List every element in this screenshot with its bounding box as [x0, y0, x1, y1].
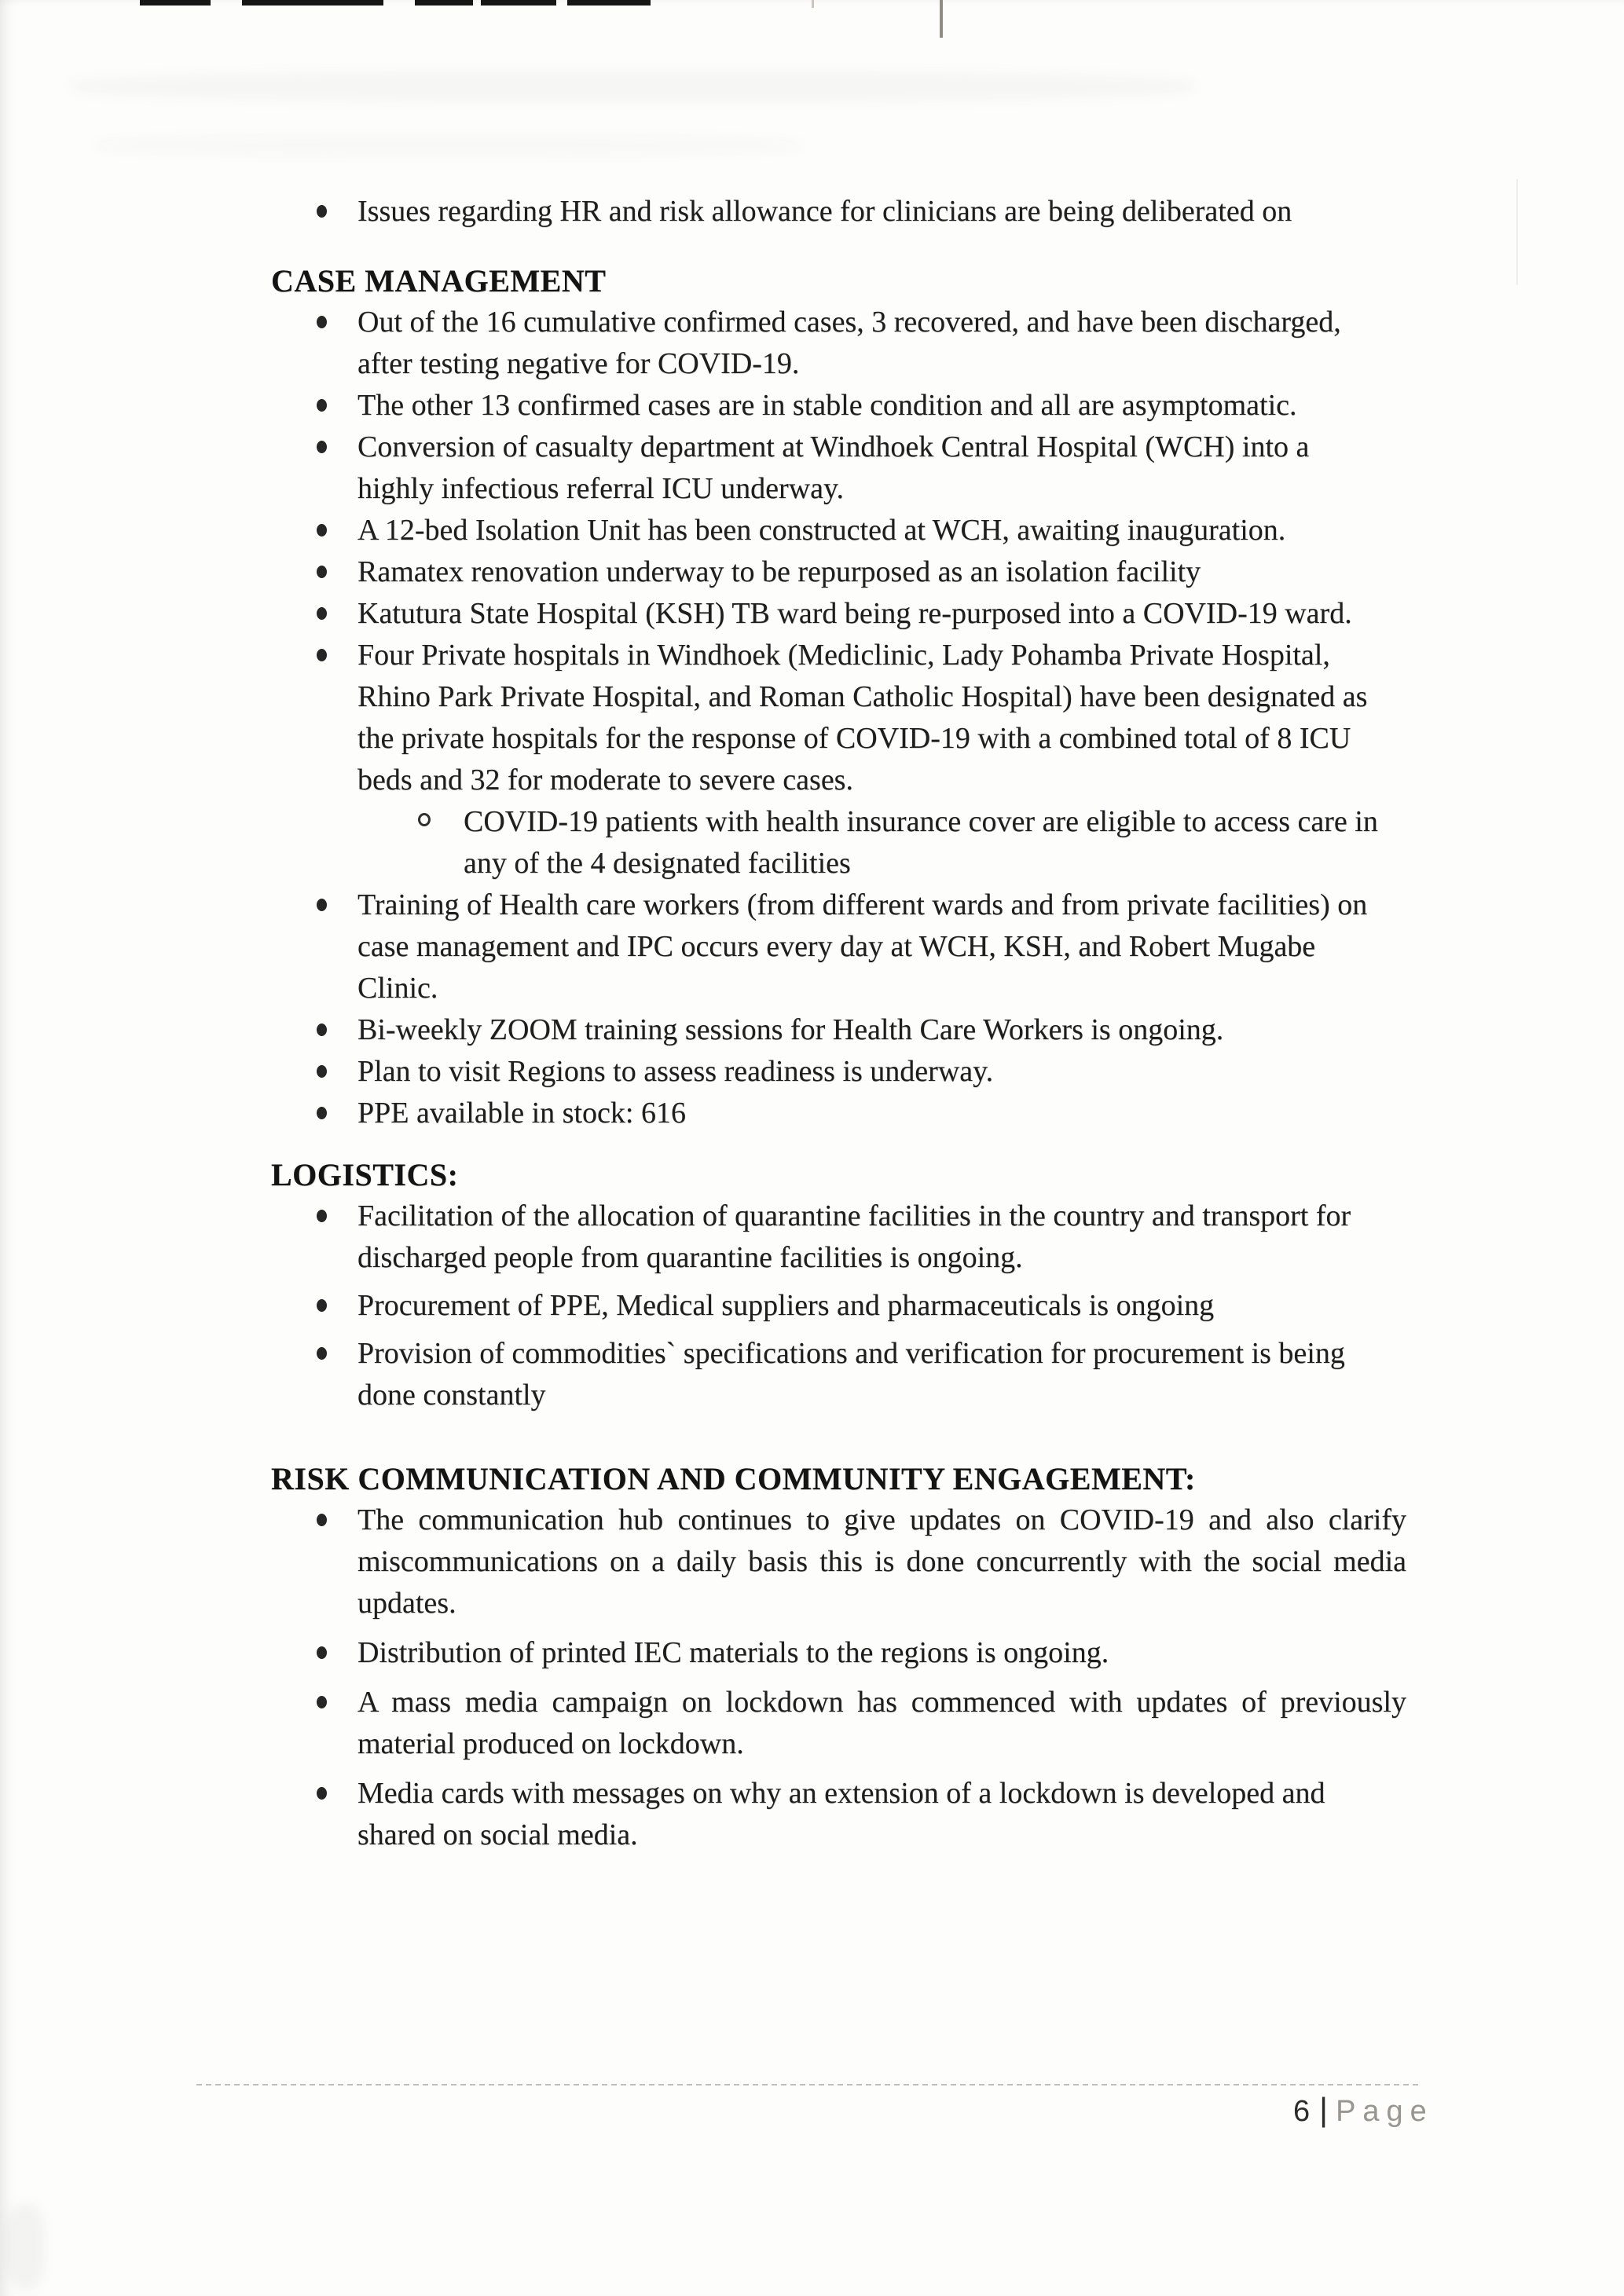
section-heading-logistics: LOGISTICS: — [271, 1157, 459, 1192]
bullet-item — [271, 302, 1406, 385]
text-line: beds and 32 for moderate to severe cases. — [357, 764, 853, 796]
bullet-item — [271, 1682, 1406, 1765]
text-line: Distribution of printed IEC materials to the regions is ongoing. — [357, 1636, 1109, 1669]
scan-artifact-dash — [242, 0, 383, 5]
bullet-item — [271, 551, 1406, 593]
text-line: case management and IPC occurs every day at WCH, KSH, and Robert Mugabe — [357, 930, 1316, 963]
text-line: Rhino Park Private Hospital, and Roman Catholic Hospital) have been designated as — [357, 680, 1368, 713]
text-line: after testing negative for COVID-19. — [357, 347, 800, 380]
bullet-item — [271, 593, 1406, 635]
scan-artifact-dash — [567, 0, 651, 5]
bullet-item — [271, 191, 1406, 233]
bullet-item — [271, 1009, 1406, 1051]
page-number: 6 — [1293, 2095, 1311, 2128]
text-line: Out of the 16 cumulative confirmed cases, 3 recovered, and have been discharged, — [357, 306, 1341, 339]
page-number-footer — [1293, 2093, 1434, 2129]
bullet-item — [271, 427, 1406, 510]
case-management-bullet-list — [271, 302, 1406, 1134]
text-line: The communication hub continues to give updates on COVID-19 and also clarify — [357, 1503, 1406, 1536]
text-line: A 12-bed Isolation Unit has been constructed at WCH, awaiting inauguration. — [357, 514, 1286, 547]
bullet-item — [271, 1051, 1406, 1093]
text-line: Clinic. — [357, 972, 438, 1005]
text-line: miscommunications on a daily basis this is done concurrently with the social media — [357, 1545, 1406, 1578]
text-line: Procurement of PPE, Medical suppliers and pharmaceuticals is ongoing — [357, 1289, 1215, 1322]
text-line: PPE available in stock: 616 — [357, 1097, 686, 1130]
text-line: the private hospitals for the response of COVID-19 with a combined total of 8 ICU — [357, 722, 1351, 755]
scan-artifact-dash — [415, 0, 473, 5]
text-line: Bi-weekly ZOOM training sessions for Health Care Workers is ongoing. — [357, 1013, 1224, 1046]
text-line: Facilitation of the allocation of quarantine facilities in the country and transport for — [357, 1199, 1351, 1232]
scan-artifact-dash — [140, 0, 211, 5]
bullet-item — [271, 1500, 1406, 1624]
bullet-item — [271, 1093, 1406, 1134]
document-body — [271, 191, 1406, 1856]
scan-fold-line — [1516, 179, 1518, 285]
text-line: Plan to visit Regions to assess readiness is underway. — [357, 1055, 994, 1088]
text-line: The other 13 confirmed cases are in stable condition and all are asymptomatic. — [357, 389, 1297, 422]
bullet-item — [271, 1196, 1406, 1279]
text-line: Katutura State Hospital (KSH) TB ward being re-purposed into a COVID-19 ward. — [357, 597, 1352, 630]
text-line: discharged people from quarantine facilities is ongoing. — [357, 1241, 1023, 1274]
footer-divider-line — [196, 2084, 1422, 2085]
bullet-item — [271, 1632, 1406, 1674]
text-line: any of the 4 designated facilities — [464, 847, 851, 880]
bullet-item — [271, 1773, 1406, 1856]
scan-artifact-tick — [812, 0, 814, 8]
scan-bleed-smudge — [94, 135, 801, 156]
text-line: done constantly — [357, 1379, 546, 1412]
text-line: Issues regarding HR and risk allowance for clinicians are being deliberated on — [357, 195, 1292, 228]
text-line: Training of Health care workers (from different wards and from private facilities) on — [357, 888, 1368, 921]
text-line: COVID-19 patients with health insurance cover are eligible to access care in — [464, 805, 1378, 838]
scan-bleed-smudge — [71, 71, 1194, 102]
text-line: updates. — [357, 1587, 456, 1620]
scan-artifact-tick — [940, 0, 943, 38]
intro-bullet-list — [271, 191, 1406, 233]
text-line: Four Private hospitals in Windhoek (Mediclinic, Lady Pohamba Private Hospital, — [357, 639, 1330, 672]
logistics-bullet-list — [271, 1196, 1406, 1416]
scan-artifact-dash — [481, 0, 556, 5]
bullet-item — [271, 1285, 1406, 1327]
text-line: material produced on lockdown. — [357, 1727, 744, 1760]
risk-communication-bullet-list — [271, 1500, 1406, 1856]
footer-page-word: Page — [1336, 2095, 1434, 2128]
section-heading-risk-communication: RISK COMMUNICATION AND COMMUNITY ENGAGEMENT: — [271, 1461, 1196, 1496]
text-line: Provision of commodities` specifications and verification for procurement is being — [357, 1337, 1345, 1370]
footer-pipe: | — [1319, 2091, 1329, 2128]
bullet-item — [271, 510, 1406, 551]
sub-bullet-item — [271, 801, 1406, 884]
text-line: Conversion of casualty department at Windhoek Central Hospital (WCH) into a — [357, 430, 1310, 463]
text-line: highly infectious referral ICU underway. — [357, 472, 845, 505]
text-line: A mass media campaign on lockdown has commenced with updates of previously — [357, 1686, 1406, 1719]
text-line: shared on social media. — [357, 1818, 638, 1851]
bullet-item — [271, 385, 1406, 427]
section-heading-case-management: CASE MANAGEMENT — [271, 263, 607, 298]
bullet-item — [271, 635, 1406, 801]
text-line: Ramatex renovation underway to be repurposed as an isolation facility — [357, 555, 1201, 588]
scan-bleed-smudge — [5, 2203, 46, 2290]
bullet-item — [271, 1333, 1406, 1416]
bullet-item — [271, 884, 1406, 1009]
text-line: Media cards with messages on why an extension of a lockdown is developed and — [357, 1777, 1325, 1810]
